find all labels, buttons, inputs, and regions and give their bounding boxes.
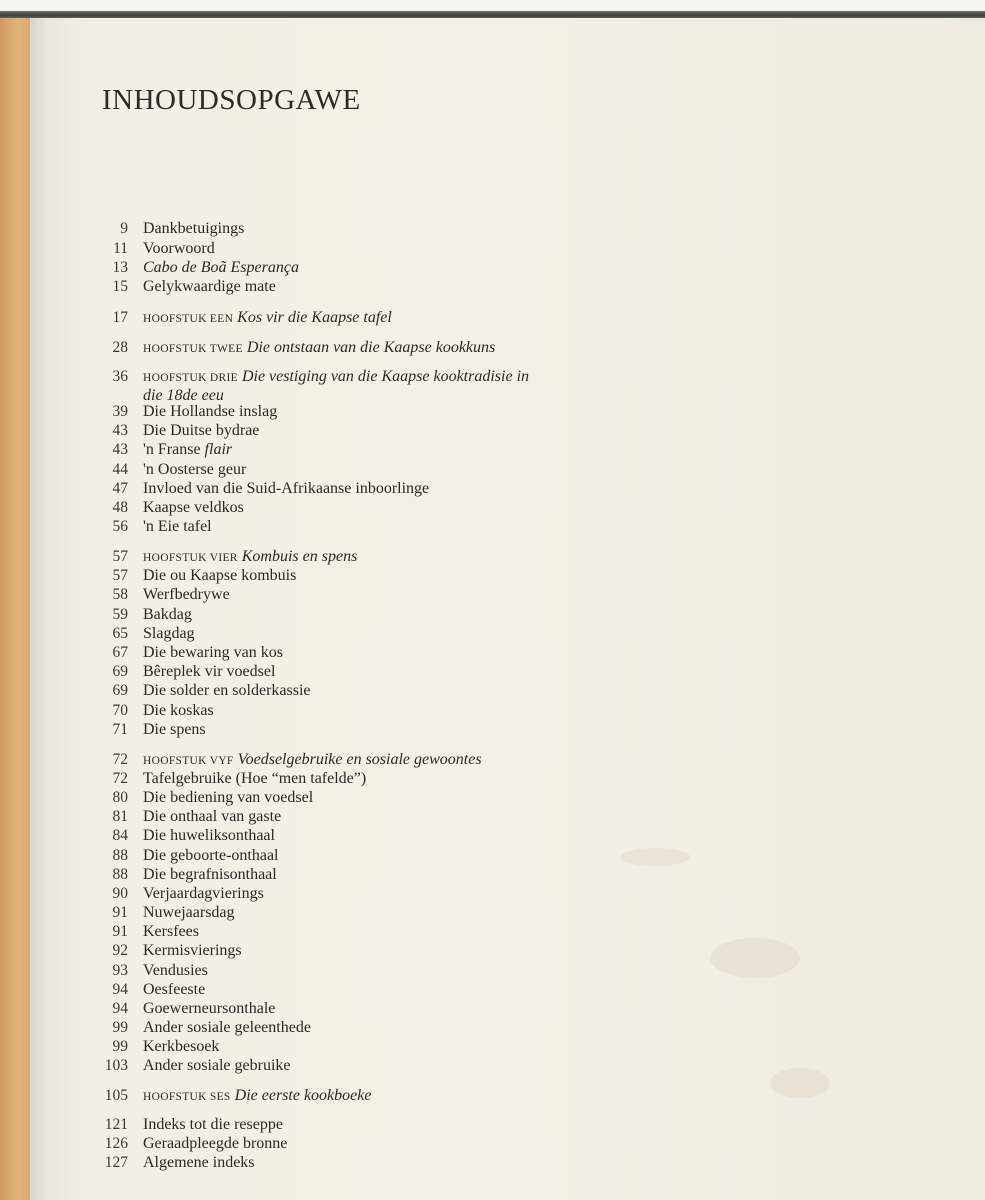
toc-entry-text [143,338,495,359]
toc-entry-text [143,517,212,537]
toc-entry-text [143,1018,311,1038]
toc-entry-text [143,701,214,721]
toc-entry-text [143,865,277,885]
toc-page-number: 48 [112,499,128,516]
toc-page-number: 58 [112,586,128,603]
chapter-label: HOOFSTUK EEN [143,313,234,325]
toc-page-number: 9 [120,220,128,237]
toc-entry-text [143,662,275,682]
toc-page-number: 11 [113,240,128,257]
toc-entry-text [143,1115,283,1135]
toc-entry-text [143,479,429,499]
chapter-title: Die eerste kookboeke [234,1087,372,1104]
toc-page-number: 103 [104,1057,128,1074]
toc-page-number: 71 [112,721,128,738]
toc-entry-text [143,1134,287,1154]
section-title: Ander sosiale gebruike [143,1057,291,1074]
toc-entry-text [143,1086,371,1107]
section-title: Kerkbesoek [143,1038,220,1055]
chapter-title: Die ontstaan van die Kaapse kookkuns [246,339,496,356]
toc-page-number: 43 [112,422,128,439]
section-title: Die onthaal van gaste [143,808,282,825]
chapter-title-continuation: die 18de eeu [143,387,224,404]
toc-entry-text [143,498,244,518]
section-title: Werfbedrywe [143,586,230,603]
toc-entry-text [143,807,281,827]
toc-entry-text [143,367,529,388]
toc-page-number: 13 [112,259,128,276]
section-title: Die bewaring van kos [143,644,283,661]
toc-page-number: 39 [112,403,128,420]
section-title: Goewerneursonthale [143,1000,276,1017]
toc-page-number: 70 [112,702,128,719]
toc-page-number: 91 [112,904,128,921]
section-title: Indeks tot die reseppe [143,1116,283,1133]
section-title: Verjaardagvierings [143,885,264,902]
chapter-label: HOOFSTUK DRIE [143,372,238,384]
section-title: Die spens [143,721,206,738]
toc-page-number: 57 [112,567,128,584]
section-title: Vendusies [143,962,208,979]
toc-page-number: 69 [112,682,128,699]
toc-entry-text [143,585,230,605]
page-title: INHOUDSOPGAWE [102,84,361,116]
toc-page-number: 43 [112,441,128,458]
toc-page-number: 72 [112,770,128,787]
section-title: Nuwejaarsdag [143,904,235,921]
section-title: Die geboorte-onthaal [143,847,279,864]
toc-entry-text [143,884,264,904]
chapter-label: HOOFSTUK VIER [143,552,238,564]
section-title-italic: flair [204,441,233,458]
toc-entry-text [143,308,392,329]
toc-entry-text [143,941,242,961]
toc-page-number: 72 [112,751,128,768]
toc-entry-text [143,922,199,942]
section-title: Geraadpleegde bronne [143,1135,288,1152]
section-title: Invloed van die Suid-Afrikaanse inboorlinge [143,480,430,497]
section-title: Dankbetuigings [143,220,245,237]
toc-page-number: 47 [112,480,128,497]
toc-entry-text [143,903,235,923]
section-title: Cabo de Boã Esperança [143,259,299,276]
toc-page-number: 44 [112,461,128,478]
toc-entry-text [143,720,206,740]
section-title: 'n Franse [143,441,205,458]
section-title: Die Duitse bydrae [143,422,260,439]
toc-page-number: 80 [112,789,128,806]
toc-entry-text [143,846,279,866]
toc-page-number: 126 [104,1135,128,1152]
toc-page-number: 99 [112,1019,128,1036]
toc-page-number: 84 [112,827,128,844]
toc-page-number: 92 [112,942,128,959]
toc-entry-text [143,219,244,239]
toc-entry-text [143,566,296,586]
toc-entry-text [143,1153,255,1173]
section-title: 'n Oosterse geur [143,461,247,478]
toc-entry-text [143,440,232,460]
toc-page-number: 90 [112,885,128,902]
toc-entry-text [143,624,195,644]
chapter-label: HOOFSTUK VYF [143,755,234,767]
section-title: Die begrafnisonthaal [143,866,277,883]
toc-entry-text [143,788,313,808]
toc-entry-text [143,460,246,480]
section-title: Bêreplek vir voedsel [143,663,276,680]
section-title: Bakdag [143,606,192,623]
toc-entry-text [143,826,275,846]
toc-page-number: 91 [112,923,128,940]
section-title: Die koskas [143,702,214,719]
toc-entry-text [143,421,259,441]
section-title: Oesfeeste [143,981,206,998]
toc-page-number: 88 [112,847,128,864]
toc-entry-text [143,239,215,259]
toc-page-number: 67 [112,644,128,661]
section-title: Algemene indeks [143,1154,255,1171]
toc-page-number: 81 [112,808,128,825]
toc-entry-text [143,750,482,771]
toc-page-number: 56 [112,518,128,535]
toc-entry-text [143,547,357,568]
toc-page-number: 69 [112,663,128,680]
section-title: Die bediening van voedsel [143,789,314,806]
section-title: Voorwoord [143,240,215,257]
toc-entry-text [143,961,208,981]
toc-entry-text [143,402,277,422]
chapter-title: Voedselgebruike en sosiale gewoontes [237,751,482,768]
toc-entry-text [143,980,205,1000]
toc-page-number: 127 [104,1154,128,1171]
section-title: 'n Eie tafel [143,518,212,535]
toc-entry-text [143,277,276,297]
toc-page-number: 121 [104,1116,128,1133]
toc-page-number: 94 [112,1000,128,1017]
toc-page-number: 93 [112,962,128,979]
section-title: Gelykwaardige mate [143,278,276,295]
toc-entry-text [143,605,192,625]
toc-page-number: 36 [112,368,128,385]
section-title: Die ou Kaapse kombuis [143,567,297,584]
chapter-title: Die vestiging van die Kaapse kooktradisie in [241,368,530,385]
toc-page-number: 59 [112,606,128,623]
section-title: Tafelgebruike (Hoe “men tafelde”) [143,770,367,787]
section-title: Die solder en solderkassie [143,682,311,699]
toc-page-number: 99 [112,1038,128,1055]
section-title: Ander sosiale geleenthede [143,1019,311,1036]
toc-page-number: 57 [112,548,128,565]
toc-page-number: 28 [112,339,128,356]
chapter-title: Kos vir die Kaapse tafel [237,309,392,326]
toc-entry-text [143,999,275,1019]
toc-page-number: 105 [104,1087,128,1104]
toc-entry-text [143,1056,291,1076]
section-title: Die huweliksonthaal [143,827,275,844]
toc-entry-text [143,769,366,789]
section-title: Kersfees [143,923,199,940]
toc-page-number: 65 [112,625,128,642]
toc-entry-text [143,681,311,701]
toc-page-number: 17 [112,309,128,326]
section-title: Die Hollandse inslag [143,403,278,420]
section-title: Kaapse veldkos [143,499,244,516]
toc-entry-text [143,643,283,663]
toc-page-number: 94 [112,981,128,998]
chapter-title: Kombuis en spens [241,548,358,565]
chapter-label: HOOFSTUK TWEE [143,343,243,355]
section-title: Kermisvierings [143,942,242,959]
toc-page-number: 88 [112,866,128,883]
toc-entry-text [143,258,299,278]
toc-entry-text [143,1037,219,1057]
section-title: Slagdag [143,625,195,642]
toc-page-number: 15 [112,278,128,295]
chapter-label: HOOFSTUK SES [143,1091,231,1103]
